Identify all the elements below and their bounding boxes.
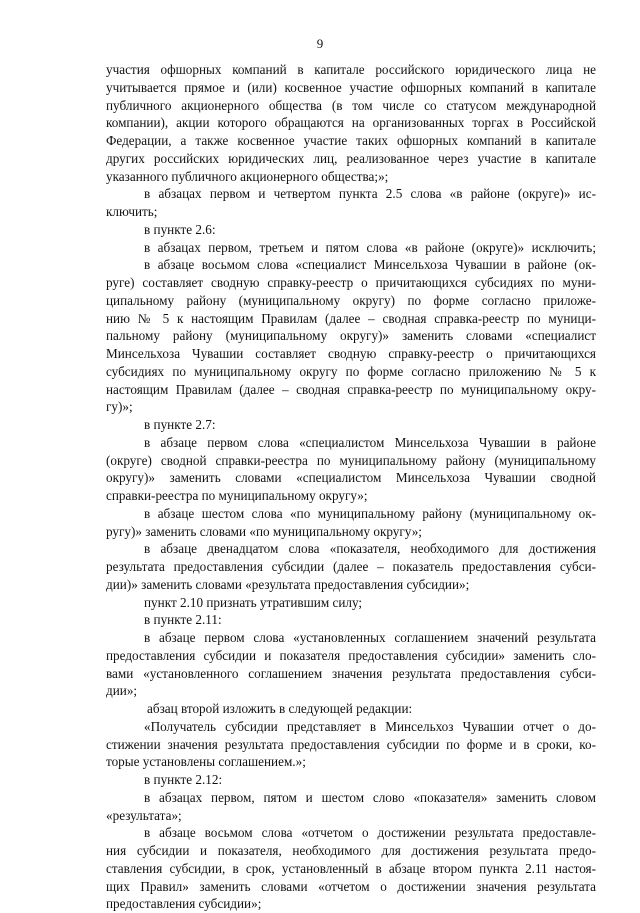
text-line: в абзаце шестом слова «по муниципальному району (муниципальному ок- — [144, 505, 596, 521]
text-line: (округе) сводной справки-реестра по муниципальному району (муниципальному — [106, 452, 596, 468]
text-line: гу)»; — [106, 399, 133, 415]
text-line: в пункте 2.6: — [144, 221, 216, 237]
text-line: ния субсидии и показателя, необходимого для достижения результата предо- — [106, 843, 596, 858]
text-line: в пункте 2.12: — [144, 772, 223, 787]
text-line: нию № 5 к настоящим Правилам (далее – сводная справка-реестр по муници- — [106, 310, 596, 326]
text-line: компании), акции которого обращаются на организованных торгах в Российской — [106, 115, 596, 131]
text-line: ставления субсидии, в срок, установленный в абзаце втором пункта 2.11 настоя- — [106, 860, 596, 876]
text-line: пункт 2.10 признать утратившим силу; — [144, 594, 363, 610]
text-line: округу)» заменить словами «специалистом Минсельхоза Чувашии сводной — [106, 470, 596, 486]
text-line: дии»; — [106, 683, 138, 699]
text-line: в абзаце восьмом слова «отчетом о достижении результата предоставле- — [144, 825, 596, 841]
text-line: ципальному району (муниципальному округу) по форме согласно приложе- — [106, 292, 596, 308]
text-line: результата предоставления субсидии (далее – показатель предоставления субси- — [106, 559, 596, 574]
text-line: ключить; — [106, 204, 158, 219]
text-line: руге) составляет сводную справку-реестр о причитающихся субсидиях по муни- — [106, 275, 596, 290]
text-line: настоящим Правилам (далее – сводная справка-реестр по муниципальному окру- — [106, 381, 596, 397]
text-line: в абзацах первом и четвертом пункта 2.5 слова «в районе (округе)» ис- — [144, 186, 596, 202]
text-line: в абзаце восьмом слова «специалист Минсельхоза Чувашии в районе (ок- — [144, 257, 596, 273]
text-line: щих Правил» заменить словами «отчетом о достижении значения результата — [106, 878, 596, 894]
text-line: субсидиях по муниципальному округу по форме согласно приложению № 5 к — [106, 363, 596, 379]
text-line: ругу)» заменить словами «по муниципальному округу»; — [106, 523, 422, 539]
document-body — [106, 61, 596, 913]
text-line: Минсельхоза Чувашии составляет сводную справку-реестр о причитающихся — [106, 346, 596, 361]
text-line: абзац второй изложить в следующей редакции: — [147, 701, 413, 716]
text-line: предоставления субсидии и показателя предоставления субсидии» заменить сло- — [106, 647, 596, 663]
text-line: дии)» заменить словами «результата предоставления субсидии»; — [106, 576, 470, 592]
text-line: предоставления субсидии»; — [106, 896, 262, 912]
text-line: «Получатель субсидии представляет в Минсельхоз Чувашии отчет о до- — [144, 718, 596, 734]
page-number: 9 — [316, 36, 324, 51]
text-line: в абзацах первом, пятом и шестом слово «показателя» заменить словом — [144, 789, 596, 805]
text-line: в абзацах первом, третьем и пятом слова «в районе (округе)» исключить; — [144, 239, 596, 255]
text-line: указанного публичного акционерного общества;»; — [106, 168, 389, 184]
text-line: торые установлены соглашением.»; — [106, 754, 306, 770]
text-line: Федерации, а также косвенное участие таких офшорных компаний в капитале — [106, 133, 596, 148]
text-line: других российских юридических лиц, реализованное через участие в капитале — [106, 150, 596, 166]
text-line: пальному району (муниципальному округу)» заменить словами «специалист — [106, 328, 596, 344]
text-line: в абзаце двенадцатом слова «показателя, необходимого для достижения — [144, 541, 596, 557]
text-line: «результата»; — [106, 807, 182, 823]
text-line: учитывается прямое и (или) косвенное участие офшорных компаний в капитале — [106, 79, 596, 95]
text-line: в абзаце первом слова «установленных соглашением значений результата — [144, 630, 596, 645]
text-line: вами «установленного соглашением значения результата предоставления субси- — [106, 665, 596, 681]
text-line: в пункте 2.11: — [144, 612, 222, 628]
text-line: в абзаце первом слова «специалистом Минсельхоза Чувашии в районе — [144, 434, 596, 450]
text-line: справки-реестра по муниципальному округу»; — [106, 488, 368, 503]
text-line: в пункте 2.7: — [144, 417, 216, 432]
text-line: публичного акционерного общества (в том числе со статусом международной — [106, 97, 596, 113]
text-line: участия офшорных компаний в капитале российского юридического лица не — [106, 62, 596, 77]
text-line: стижении значения результата предоставления субсидии по форме и в сроки, ко- — [106, 736, 596, 752]
